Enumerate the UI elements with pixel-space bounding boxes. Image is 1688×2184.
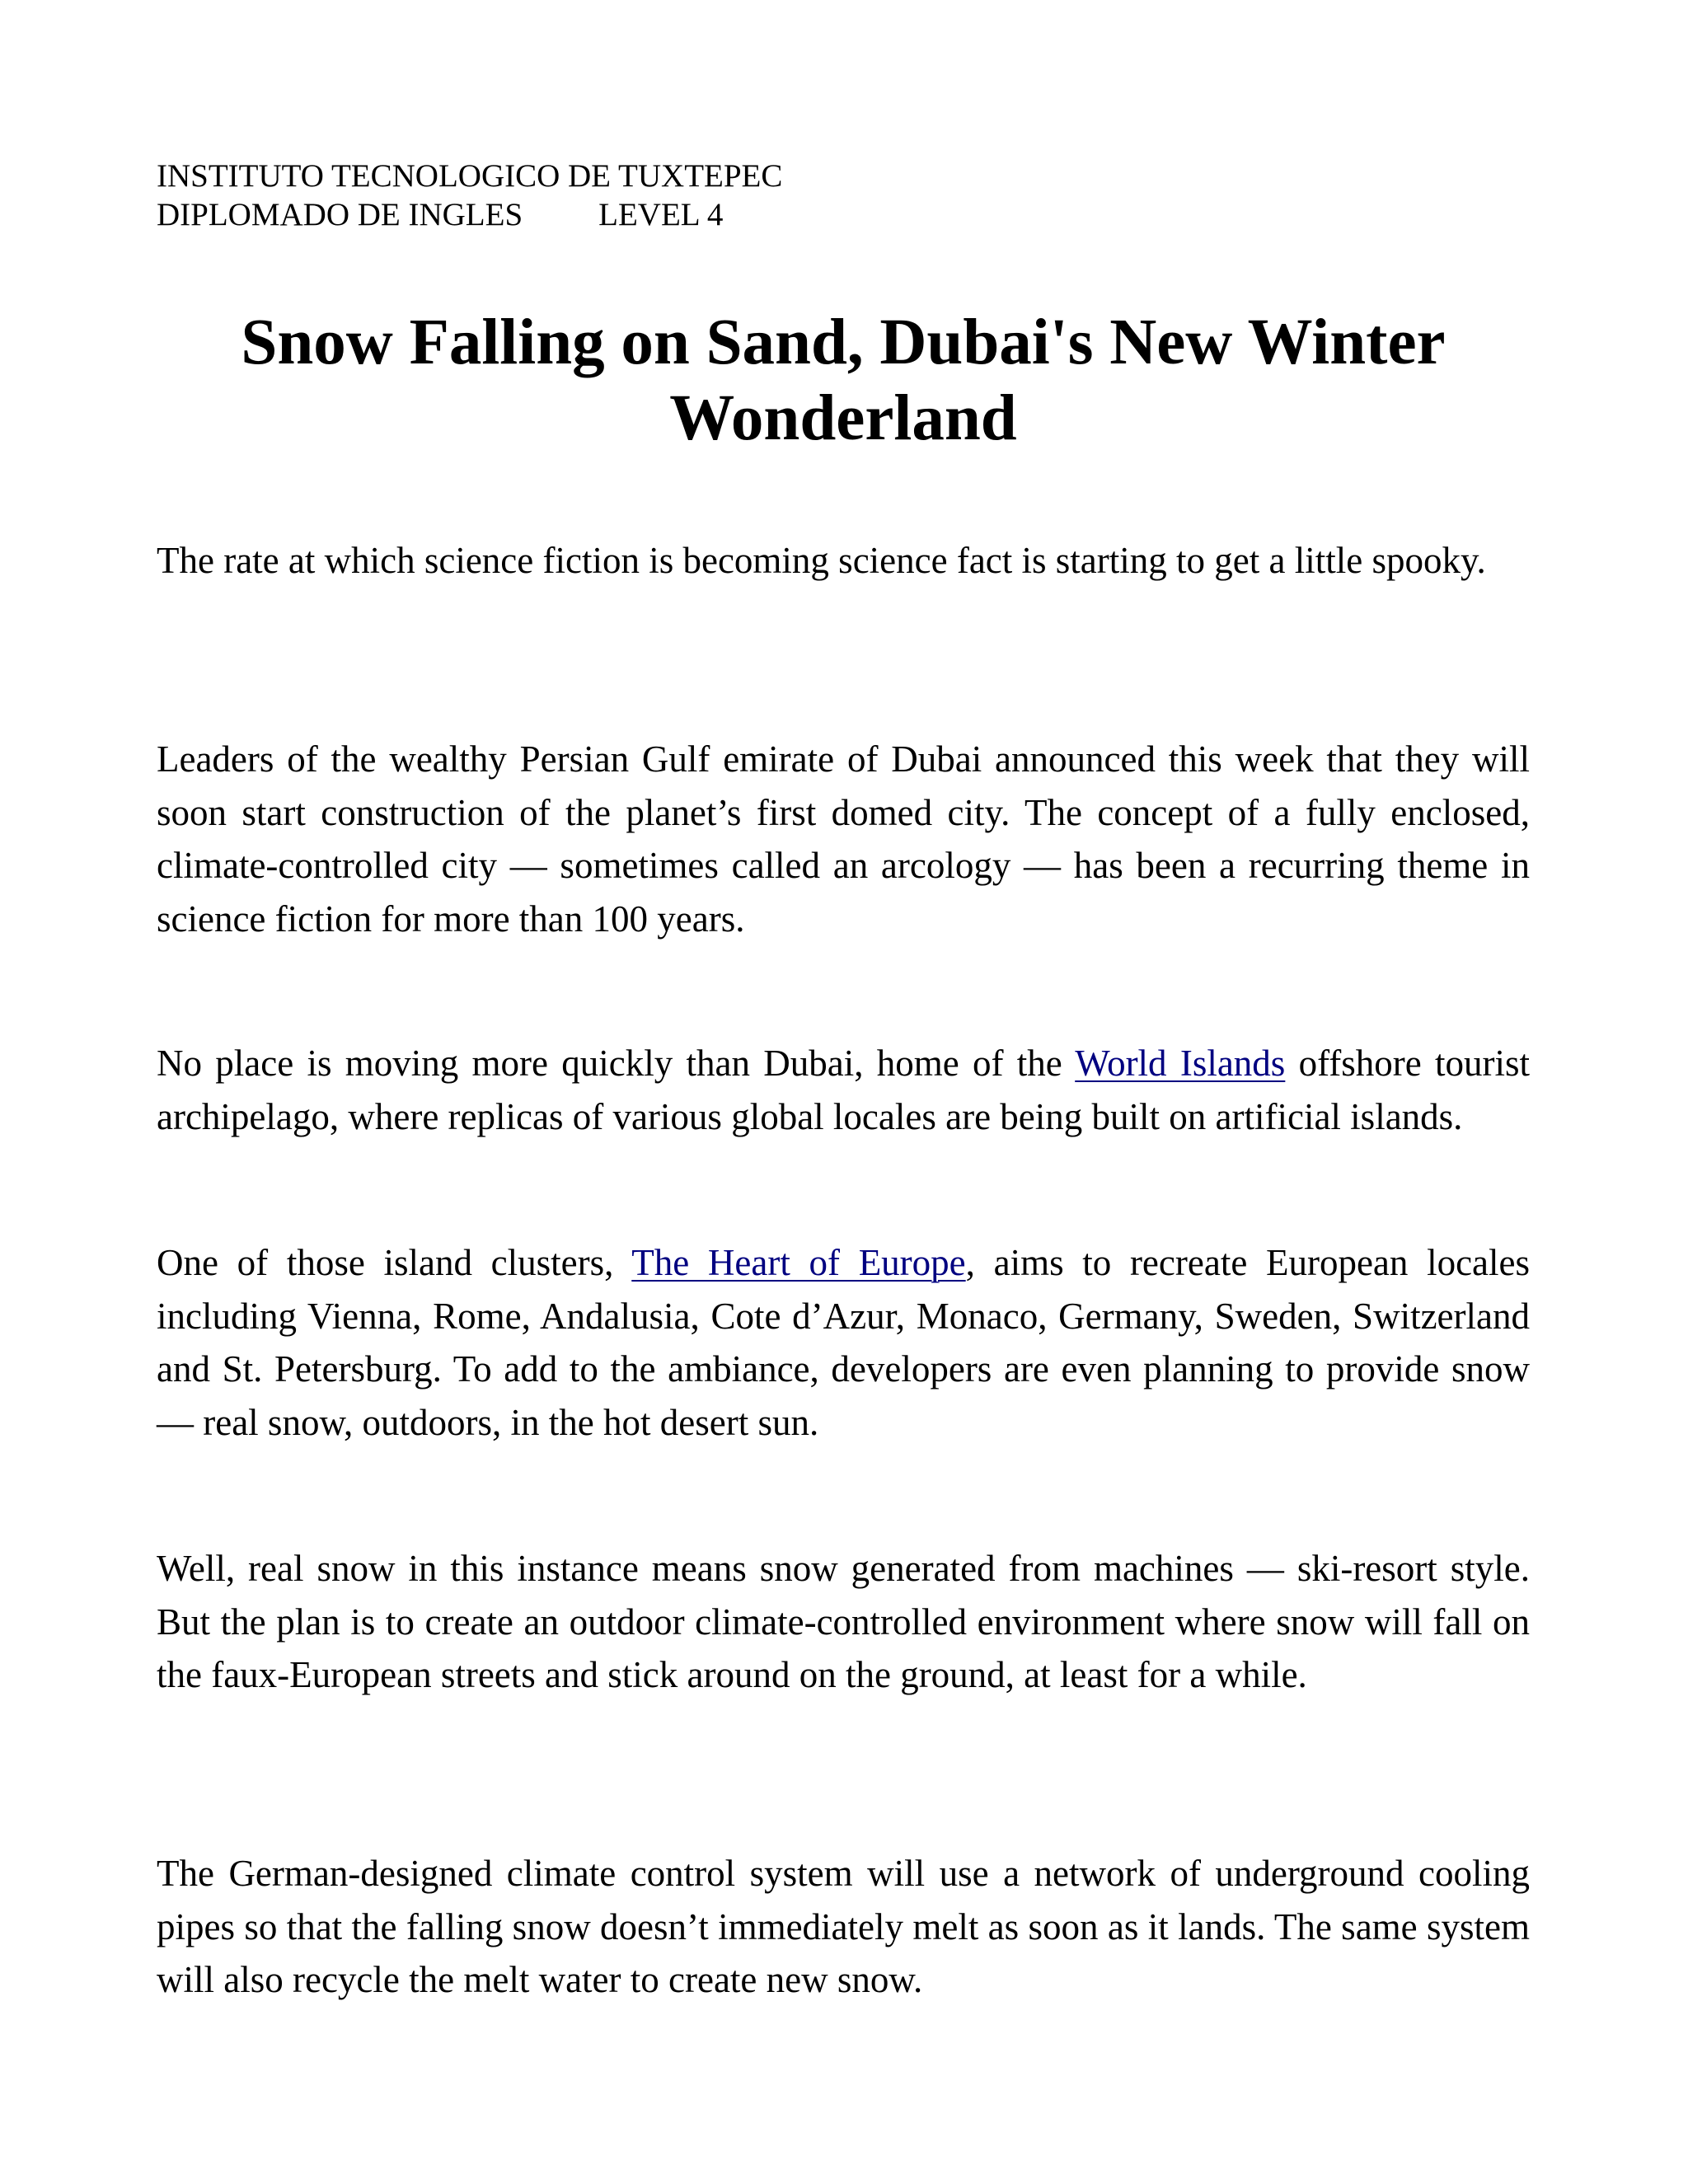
world-islands-link[interactable]: World Islands: [1075, 1043, 1286, 1084]
course-level: LEVEL 4: [598, 197, 724, 232]
article-title: Snow Falling on Sand, Dubai's New Winter Wonderland: [241, 307, 1446, 454]
paragraph: [157, 1037, 1530, 1143]
institution-name: INSTITUTO TECNOLOGICO DE TUXTEPEC: [157, 158, 783, 194]
document-header: [157, 157, 782, 234]
paragraph-text: , aims to recreate European locales including Vienna, Rome, Andalusia, Cote d’Azur, Monaco, Germany, Sweden, Switzerland and St. Petersburg. To add to the ambiance, developers are even planning to provide snow — real snow, outdoors, in the hot desert sun.: [157, 1242, 1531, 1443]
paragraph-text: One of those island clusters,: [157, 1242, 632, 1283]
paragraph: The rate at which science fiction is becoming science fact is starting to get a little spooky.: [157, 540, 1486, 581]
paragraph: Leaders of the wealthy Persian Gulf emirate of Dubai announced this week that they will soon start construction of the planet’s first domed city. The concept of a fully enclosed, climate-controlled city — sometimes called an arcology — has been a recurring theme in science fiction for more than 100 years.: [157, 738, 1530, 940]
course-name: DIPLOMADO DE INGLES: [157, 197, 523, 232]
paragraph: Well, real snow in this instance means snow generated from machines — ski-resort style. But the plan is to create an outdoor climate-controlled environment where snow will fall on the faux-European streets and stick around on the ground, at least for a while.: [157, 1548, 1530, 1695]
heart-of-europe-link[interactable]: The Heart of Europe: [631, 1242, 966, 1283]
course-line: [157, 195, 782, 234]
paragraph: [157, 1236, 1530, 1449]
paragraph-text: offshore tourist archipelago, where replicas of various global locales are being built on artificial islands.: [157, 1043, 1531, 1137]
paragraph: The German-designed climate control system will use a network of underground cooling pipes so that the falling snow doesn’t immediately melt as soon as it lands. The same system will also recycle the melt water to create new snow.: [157, 1853, 1530, 2000]
paragraph-text: No place is moving more quickly than Dubai, home of the: [157, 1043, 1076, 1084]
